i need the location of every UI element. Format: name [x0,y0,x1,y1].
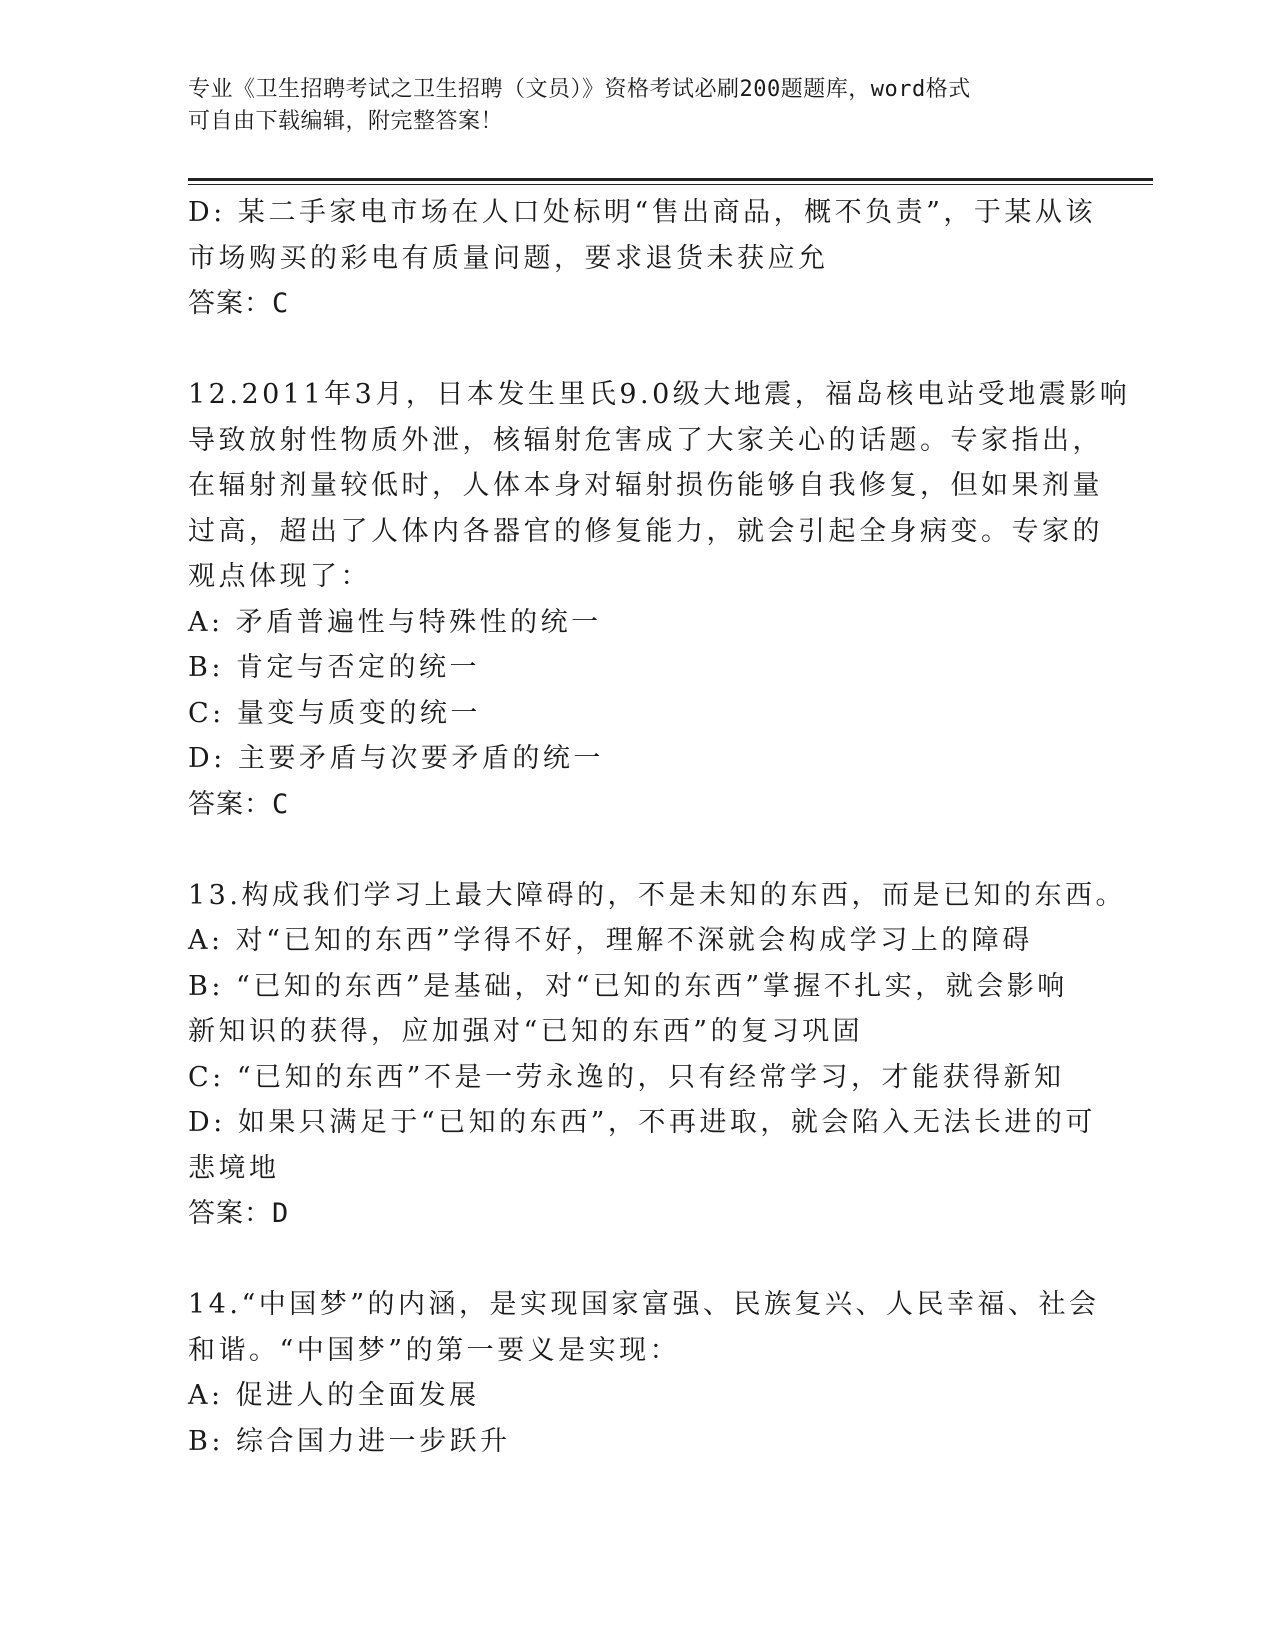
answer-label: 答案： [188,1198,272,1229]
option-d: D: 主要矛盾与次要矛盾的统一 [188,743,604,774]
question-stem: 13.构成我们学习上最大障碍的，不是未知的东西，而是已知的东西。 [188,879,1126,911]
question-stem-continued: 过高，超出了人体内各器官的修复能力，就会引起全身病变。专家的 [188,515,1103,547]
option-d-continued: 市场购买的彩电有质量问题，要求退货未获应允 [188,242,829,274]
option-b: B: “已知的东西”是基础，对“已知的东西”掌握不扎实，就会影响 [188,970,1068,1002]
spacer [188,1237,1088,1283]
answer-value: C [272,288,290,319]
option-d: D: 某二手家电市场在人口处标明“售出商品，概不负责”，于某从该 [188,197,1096,228]
answer-line [188,782,1088,828]
spacer [188,827,1088,873]
option-c: C: “已知的东西”不是一劳永逸的，只有经常学习，才能获得新知 [188,1061,1065,1093]
answer-label: 答案： [188,288,272,319]
option-b: B: 肯定与否定的统一 [188,652,481,683]
question-stem-continued: 在辐射剂量较低时，人体本身对辐射损伤能够自我修复，但如果剂量 [188,470,1103,501]
header-line-2: 可自由下载编辑，附完整答案！ [188,109,504,134]
question-block-13 [188,873,1126,1237]
option-a: A: 矛盾普遍性与特殊性的统一 [188,606,602,638]
option-b-continued: 新知识的获得，应加强对“已知的东西”的复习巩固 [188,1016,864,1047]
option-a: A: 对“已知的东西”学得不好，理解不深就会构成学习上的障碍 [188,925,1033,956]
question-stem-continued: 观点体现了： [188,561,371,592]
spacer [188,327,1088,373]
option-d-continued: 悲境地 [188,1152,280,1184]
header-line-1: 专业《卫生招聘考试之卫生招聘（文员）》资格考试必刷200题题库，word格式 [188,77,971,102]
answer-line [188,281,1088,327]
question-stem-continued: 和谐。“中国梦”的第一要义是实现： [188,1334,681,1366]
header-divider-thick [188,178,1153,181]
document-header [188,74,1068,138]
option-c: C: 量变与质变的统一 [188,697,481,729]
question-stem-continued: 导致放射性物质外泄，核辐射危害成了大家关心的话题。专家指出， [188,424,1103,456]
answer-value: D [272,1198,290,1229]
question-block-prev [188,190,1096,327]
header-divider-thin [188,184,1153,185]
question-block-14 [188,1282,1100,1464]
option-a: A: 促进人的全面发展 [188,1380,480,1411]
option-d: D: 如果只满足于“已知的东西”，不再进取，就会陷入无法长进的可 [188,1107,1096,1138]
answer-line [188,1191,1088,1237]
question-stem: 14.“中国梦”的内涵，是实现国家富强、民族复兴、人民幸福、社会 [188,1289,1100,1320]
option-b: B: 综合国力进一步跃升 [188,1425,511,1457]
answer-value: C [272,788,290,820]
question-block-12 [188,372,1131,827]
question-stem: 12.2011年3月，日本发生里氏9.0级大地震，福岛核电站受地震影响 [188,379,1131,410]
document-body [188,190,1131,1464]
answer-label: 答案： [188,788,272,820]
